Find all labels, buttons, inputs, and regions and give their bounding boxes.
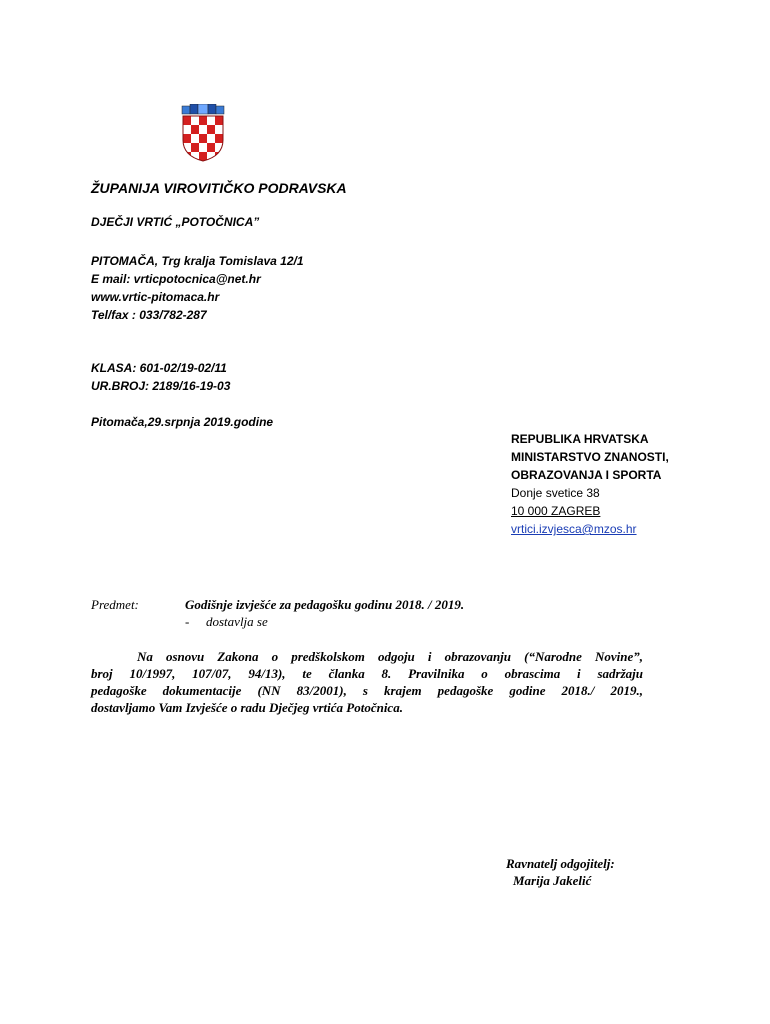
subject-note: dostavlja se <box>206 614 268 629</box>
subject-title: Godišnje izvješće za pedagošku godinu 2018. / 2019. <box>185 597 465 612</box>
signature-role: Ravnatelj odgojitelj: <box>506 856 615 871</box>
subject-label: Predmet: <box>91 597 139 612</box>
tel-fax: Tel/fax : 033/782-287 <box>91 308 207 322</box>
body-line-3: pedagoške dokumentacije (NN 83/2001), s krajem pedagoške godine 2018./ 2019., <box>91 683 643 698</box>
klasa: KLASA: 601-02/19-02/11 <box>91 361 227 375</box>
address: PITOMAČA, Trg kralja Tomislava 12/1 <box>91 254 304 268</box>
body-line-4: dostavljamo Vam Izvješće o radu Dječjeg vrtića Potočnica. <box>91 700 403 715</box>
recipient-line-3: OBRAZOVANJA I SPORTA <box>511 468 662 482</box>
recipient-line-2: MINISTARSTVO ZNANOSTI, <box>511 450 669 464</box>
ur-broj: UR.BROJ: 2189/16-19-03 <box>91 379 231 393</box>
body-line-2: broj 10/1997, 107/07, 94/13), te članka 8. Pravilnika o obrascima i sadržaju <box>91 666 643 681</box>
recipient-city: 10 000 ZAGREB <box>511 504 601 518</box>
coat-of-arms-icon <box>180 104 226 162</box>
subject-dash: - <box>185 614 190 629</box>
body-line-1: Na osnovu Zakona o predškolskom odgoju i obrazovanju (“Narodne Novine”, <box>137 649 643 664</box>
body-paragraph <box>91 648 643 716</box>
recipient-street: Donje svetice 38 <box>511 486 600 500</box>
recipient-email-link[interactable]: vrtici.izvjesca@mzos.hr <box>511 522 637 536</box>
email: E mail: vrticpotocnica@net.hr <box>91 272 261 286</box>
county-name: ŽUPANIJA VIROVITIČKO PODRAVSKA <box>91 180 347 196</box>
signature-name: Marija Jakelić <box>513 873 592 888</box>
website: www.vrtic-pitomaca.hr <box>91 290 220 304</box>
date-place: Pitomača,29.srpnja 2019.godine <box>91 415 274 429</box>
kindergarten-name: DJEČJI VRTIĆ „POTOČNICA” <box>91 215 260 229</box>
recipient-line-1: REPUBLIKA HRVATSKA <box>511 432 649 446</box>
